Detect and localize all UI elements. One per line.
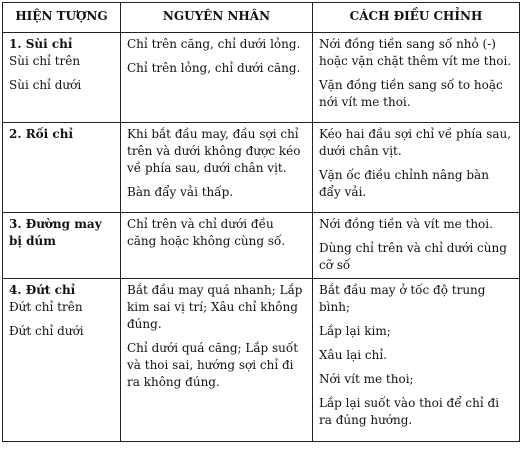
fix-text: Nới đồng tiền sang số nhỏ (-) hoặc vặn chặt thêm vít me thoi.	[319, 37, 512, 68]
fix-text: Nới vít me thoi;	[319, 372, 414, 386]
cause-cell	[121, 279, 313, 442]
header-fix: CÁCH ĐIỀU CHỈNH	[313, 3, 520, 33]
header-row	[3, 3, 520, 33]
phenomenon-cell	[3, 123, 121, 213]
troubleshooting-table	[2, 2, 520, 442]
cause-cell	[121, 213, 313, 279]
fix-cell	[313, 123, 520, 213]
fix-text: Xâu lại chỉ.	[319, 348, 387, 362]
cause-text: Chỉ trên lỏng, chỉ dưới căng.	[127, 61, 301, 75]
cause-text: Bàn đẩy vải thấp.	[127, 185, 234, 199]
phenomenon-sub: Đứt chỉ dưới	[9, 324, 84, 338]
phenomenon-sub: Sùi chỉ dưới	[9, 78, 82, 92]
cause-text: Khi bắt đầu may, đầu sợi chỉ trên và dưới không được kéo về phía sau, dưới chân vịt.	[127, 127, 301, 175]
phenomenon-cell	[3, 279, 121, 442]
phenomenon-title: 1. Sùi chỉ	[9, 37, 73, 51]
fix-text: Lắp lại kim;	[319, 324, 391, 338]
table-row	[3, 213, 520, 279]
fix-text: Lắp lại suốt vào thoi để chỉ đi ra đúng hướng.	[319, 396, 500, 427]
cause-text: Bắt đầu may quá nhanh; Lắp kim sai vị trí; Xâu chỉ không đúng.	[127, 283, 303, 331]
cause-text: Chỉ dưới quá căng; Lắp suốt và thoi sai, hướng sợi chỉ đi ra không đúng.	[127, 341, 299, 389]
header-phenomenon: HIỆN TƯỢNG	[3, 3, 121, 33]
fix-cell	[313, 279, 520, 442]
fix-text: Bắt đầu may ở tốc độ trung bình;	[319, 283, 486, 314]
fix-text: Vặn đồng tiền sang số to hoặc nới vít me thoi.	[319, 78, 503, 109]
phenomenon-title: 4. Đứt chỉ	[9, 283, 76, 297]
phenomenon-title: 3. Đường may bị dúm	[9, 217, 102, 248]
phenomenon-sub: Đứt chỉ trên	[9, 300, 83, 314]
phenomenon-cell	[3, 213, 121, 279]
cause-text: Chỉ trên căng, chỉ dưới lỏng.	[127, 37, 301, 51]
fix-text: Kéo hai đầu sợi chỉ về phía sau, dưới chân vịt.	[319, 127, 512, 158]
fix-text: Vặn ốc điều chỉnh nâng bàn đẩy vải.	[319, 168, 489, 199]
fix-text: Dùng chỉ trên và chỉ dưới cùng cỡ số	[319, 241, 507, 272]
table-row	[3, 123, 520, 213]
fix-cell	[313, 33, 520, 123]
phenomenon-title: 2. Rối chỉ	[9, 127, 74, 141]
cause-text: Chỉ trên và chỉ dưới đều căng hoặc không cùng số.	[127, 217, 286, 248]
phenomenon-cell	[3, 33, 121, 123]
table-row	[3, 33, 520, 123]
fix-text: Nới đồng tiền và vít me thoi.	[319, 217, 493, 231]
fix-cell	[313, 213, 520, 279]
phenomenon-sub: Sùi chỉ trên	[9, 54, 81, 68]
table-row	[3, 279, 520, 442]
header-cause: NGUYÊN NHÂN	[121, 3, 313, 33]
cause-cell	[121, 33, 313, 123]
cause-cell	[121, 123, 313, 213]
